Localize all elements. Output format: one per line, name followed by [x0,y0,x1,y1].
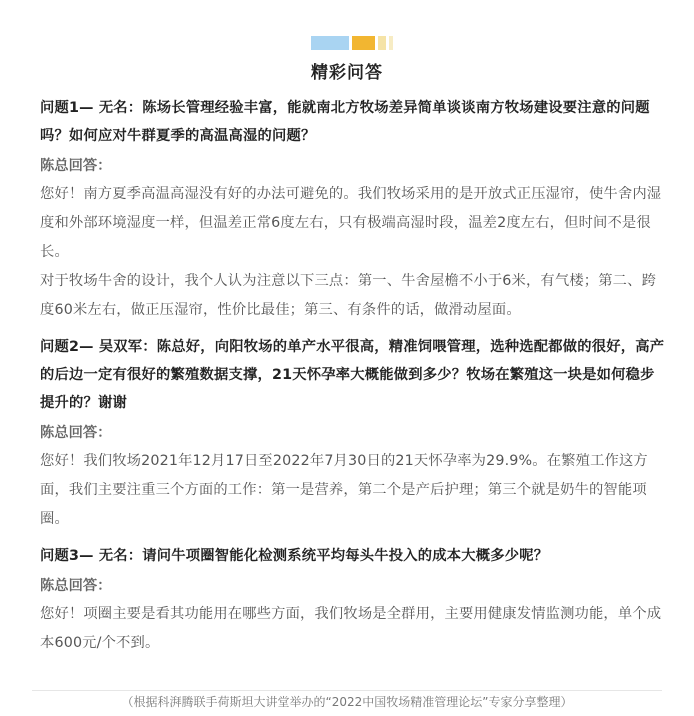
qa-item-3 [40,542,666,658]
answer-2-paragraph-1: 您好！我们牧场2021年12月17日至2022年7月30日的21天怀孕率为29.9%。在繁殖工作这方面，我们主要注重三个方面的工作：第一是营养，第二个是产后护理；第三个就是奶牛的智能项圈。 [40,453,648,527]
question-2: 问题2— 吴双军：陈总好，向阳牧场的单产水平很高，精准饲喂管理，选种选配都做的很好，高产的后边一定有很好的繁殖数据支撑，21天怀孕率大概能做到多少？牧场在繁殖这一块是如何稳步提升的？谢谢 [40,339,665,411]
qa-item-2 [40,333,666,534]
answer-1-paragraph-1: 您好！南方夏季高温高湿没有好的办法可避免的。我们牧场采用的是开放式正压湿帘，使牛舍内湿度和外部环境湿度一样，但温差正常6度左右，只有极端高湿时段，温差2度左右，但时间不是很长。 [40,186,662,260]
deco-bar-gold [352,36,375,50]
section-title: 精彩问答 [311,63,383,83]
question-3: 问题3— 无名：请问牛项圈智能化检测系统平均每头牛投入的成本大概多少呢？ [40,548,549,564]
answer-1-paragraph-2: 对于牧场牛舍的设计，我个人认为注意以下三点：第一、牛舍屋檐不小于6米，有气楼；第二、跨度60米左右，做正压湿帘，性价比最佳；第三、有条件的话，做滑动屋面。 [40,273,657,318]
footer-divider [32,690,662,691]
deco-bar-cream [378,36,386,50]
footer-note: （根据科湃腾联手荷斯坦大讲堂举办的“2022中国牧场精准管理论坛”专家分享整理） [121,695,573,709]
deco-bar-blue [311,36,349,50]
answer-label-2: 陈总回答： [40,425,112,441]
deco-bar-cream-thin [389,36,393,50]
answer-3-paragraph-1: 您好！项圈主要是看其功能用在哪些方面，我们牧场是全群用，主要用健康发情监测功能，单个成本600元/个不到。 [40,606,662,651]
qa-item-1 [40,94,666,325]
question-1: 问题1— 无名：陈场长管理经验丰富，能就南北方牧场差异简单谈谈南方牧场建设要注意的问题吗？如何应对牛群夏季的高温高湿的问题？ [40,100,650,144]
qa-content [40,94,666,658]
answer-label-3: 陈总回答： [40,578,112,594]
answer-label-1: 陈总回答： [40,158,112,174]
header-decoration [311,36,401,50]
